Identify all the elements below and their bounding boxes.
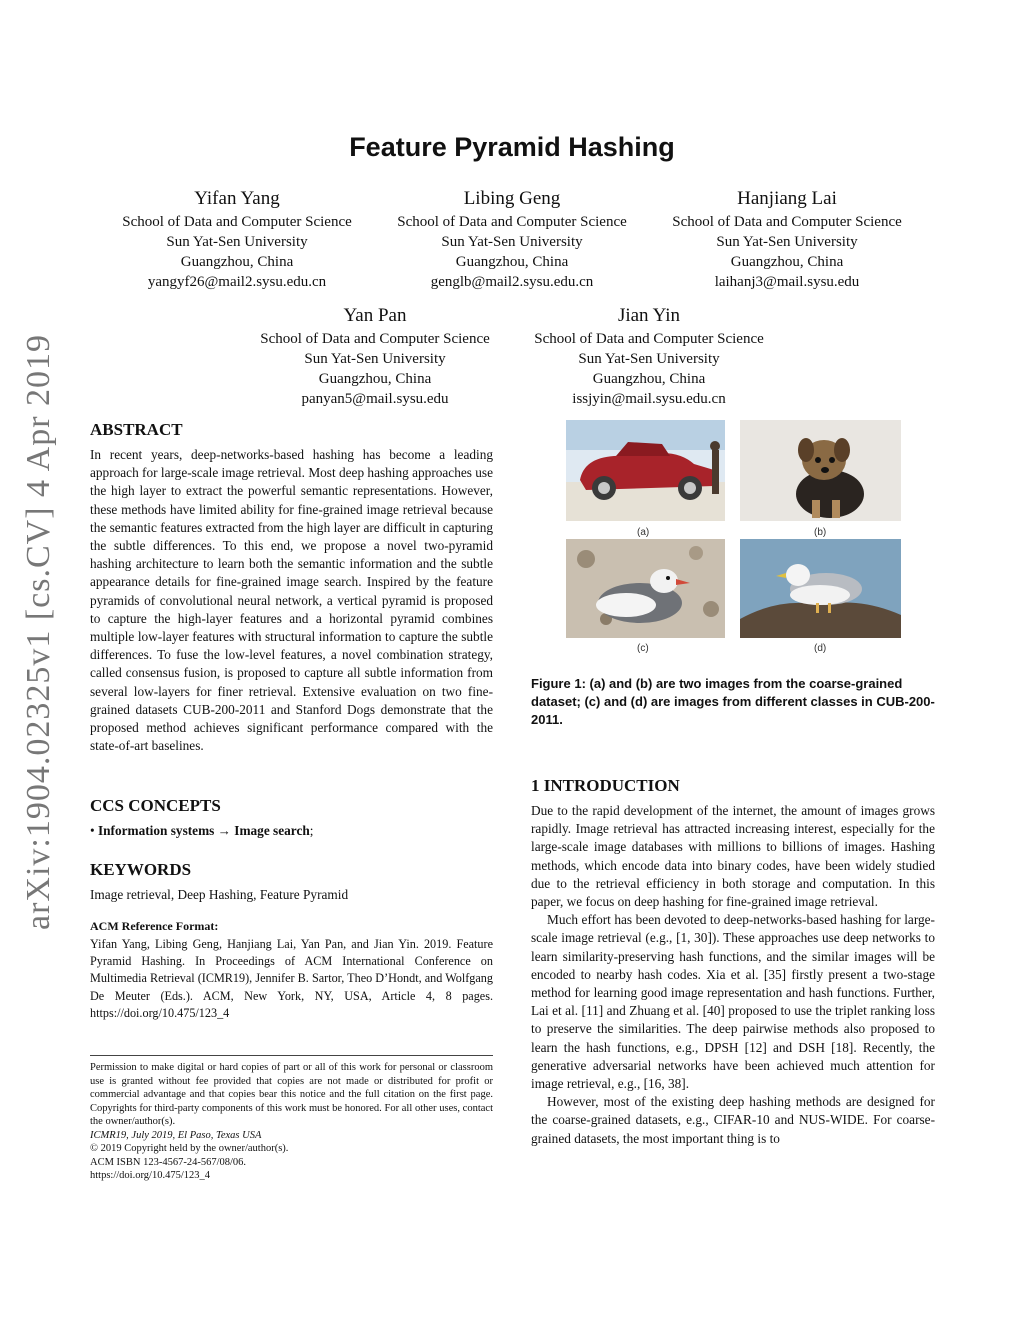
isbn-line: ACM ISBN 123-4567-24-567/08/06. (90, 1156, 247, 1168)
intro-paragraph-3: However, most of the existing deep hashing methods are designed for the coarse-grained datasets, e.g., CIFAR-10 and NUS-WIDE. For coarse-grained datasets, the most important thing is to (531, 1094, 935, 1146)
author-block (240, 303, 510, 409)
author-univ: Sun Yat-Sen University (166, 234, 308, 250)
ccs-section (90, 796, 493, 840)
figure-caption (531, 675, 935, 729)
footnote-section (90, 1055, 493, 1183)
author-name: Libing Geng (463, 188, 561, 209)
ccs-subconcept: Image search (234, 823, 310, 838)
permission-notice: Permission to make digital or hard copies of part or all of this work for personal or classroom use is granted without fee provided that copies are not made or distributed for profit or commercial advantage and that copies bear this notice and the full citation on the first page. Copyrights for third-party components of this work must be honored. For all other uses, contact the owner/author(s). (90, 1062, 493, 1127)
author-dept: School of Data and Computer Science (260, 331, 490, 347)
author-email[interactable]: issjyin@mail.sysu.edu.cn (572, 391, 726, 407)
figure-label-c: (c) (637, 643, 649, 654)
author-name: Yifan Yang (194, 188, 280, 209)
author-email[interactable]: yangyf26@mail2.sysu.edu.cn (147, 274, 327, 290)
abstract-section (90, 420, 493, 755)
figure-image-car (566, 420, 725, 521)
abstract-heading: ABSTRACT (90, 420, 183, 439)
intro-paragraph-1: Due to the rapid development of the internet, the amount of images grows rapidly. Image retrieval has attracted increasing interest, especially for the large-scale image databases with millions to billions of images. Hashing methods, which encode data into binary codes, have been widely studied due to the retrieval efficiency in both storage and computation. In this paper, we focus on deep hashing for fine-grained image retrieval. (531, 803, 935, 910)
introduction-section (531, 776, 935, 1148)
author-univ: Sun Yat-Sen University (716, 234, 858, 250)
doi-link[interactable]: https://doi.org/10.475/123_4 (90, 1170, 210, 1181)
author-city: Guangzhou, China (318, 371, 432, 387)
figure-image-dog (740, 420, 901, 521)
paper-title: Feature Pyramid Hashing (349, 132, 675, 162)
keywords-heading: KEYWORDS (90, 860, 192, 879)
author-name: Yan Pan (343, 305, 407, 326)
intro-paragraph-2: Much effort has been devoted to deep-networks-based hashing for large-scale image retrieval (e.g., [1, 30]). These approaches use deep networks to learn similarity-preserving hash functions, and the similar images will be encoded to nearby hash codes. Xia et al. [35] firstly present a two-stage method for learning good image representation and hash functions. Further, Lai et al. [11] and Zhuang et al. [40] proposed to use the triplet ranking loss to preserve the similarities. The deep pairwise methods also proposed to learn the hash functions, e.g., DPSH [12] and DSH [18]. Recently, the generative adversarial networks have been achieved much attention for image retrieval, e.g., [16, 38]. (531, 912, 935, 1092)
acm-reference-text[interactable]: Yifan Yang, Libing Geng, Hanjiang Lai, Yan Pan, and Jian Yin. 2019. Feature Pyramid Hashing. In Proceedings of ACM International Conference on Multimedia Retrieval (ICMR19), Jennifer B. Sartor, Theo D’Hondt, and Wolfgang De Meuter (Eds.). ACM, New York, NY, USA, Article 4, 8 pages. https://doi.org/10.475/123_4 (90, 937, 493, 1020)
figure-caption-text: Figure 1: (a) and (b) are two images from the coarse-grained dataset; (c) and (d) are images from different classes in CUB-200-2011. (531, 676, 935, 727)
abstract-text: In recent years, deep-networks-based hashing has become a leading approach for large-scale image retrieval. Most deep hashing approaches use the high layer to extract the powerful semantic representations. However, these methods have limited ability for fine-grained image retrieval because the semantic features extracted from the high layer are difficult in capturing the subtle differences. To this end, we propose a novel two-pyramid hashing architecture to learn both the semantic information and the subtle appearance details for fine-grained image search. Inspired by the feature pyramids of convolutional neural network, a vertical pyramid is proposed to capture the high-layer features and a horizontal pyramid combines multiple low-layer features with structural information to capture the subtle differences. To fuse the low-level features, a novel combination strategy, called consensus fusion, is proposed to capture all subtle information from several low-layers for finer retrieval. Extensive evaluation on two fine-grained datasets CUB-200-2011 and Stanford Dogs demonstrate that the proposed method achieves significant performance compared with the state-of-art baselines. (90, 447, 493, 754)
author-block (102, 186, 372, 292)
author-univ: Sun Yat-Sen University (578, 351, 720, 367)
author-city: Guangzhou, China (180, 254, 294, 270)
acm-reference-section (90, 918, 493, 1022)
author-univ: Sun Yat-Sen University (304, 351, 446, 367)
author-name: Hanjiang Lai (737, 188, 837, 209)
introduction-heading: 1 INTRODUCTION (531, 776, 680, 795)
figure-image-gull-rock (740, 539, 901, 638)
author-name: Jian Yin (617, 305, 681, 326)
author-block (514, 303, 784, 409)
author-city: Guangzhou, China (730, 254, 844, 270)
author-dept: School of Data and Computer Science (397, 214, 627, 230)
conference-venue: ICMR19, July 2019, El Paso, Texas USA (90, 1129, 262, 1141)
author-email[interactable]: genglb@mail2.sysu.edu.cn (430, 274, 594, 290)
ccs-heading: CCS CONCEPTS (90, 796, 221, 815)
author-city: Guangzhou, China (455, 254, 569, 270)
ccs-concept: Information systems (97, 823, 215, 838)
author-dept: School of Data and Computer Science (122, 214, 352, 230)
author-univ: Sun Yat-Sen University (441, 234, 583, 250)
author-city: Guangzhou, China (592, 371, 706, 387)
ccs-arrow: → (214, 823, 235, 838)
author-dept: School of Data and Computer Science (534, 331, 764, 347)
figure-label-b: (b) (814, 527, 827, 538)
figure-label-d: (d) (814, 643, 827, 654)
ccs-tail: ; (309, 823, 314, 838)
keywords-section (90, 860, 493, 904)
figure-label-a: (a) (637, 527, 650, 538)
keywords-text: Image retrieval, Deep Hashing, Feature Pyramid (90, 887, 349, 902)
author-email[interactable]: laihanj3@mail.sysu.edu (714, 274, 860, 290)
acm-reference-heading: ACM Reference Format: (90, 919, 219, 933)
author-block (652, 186, 922, 292)
arxiv-identifier: arXiv:1904.02325v1 [cs.CV] 4 Apr 2019 (20, 333, 57, 930)
copyright-line: © 2019 Copyright held by the owner/author(s). (90, 1143, 289, 1154)
figure-image-gull-beach (566, 539, 725, 638)
ccs-bullet: • (90, 823, 98, 838)
footnote-rule (90, 1055, 493, 1056)
ccs-text (90, 822, 493, 840)
author-email[interactable]: panyan5@mail.sysu.edu (301, 391, 449, 407)
author-dept: School of Data and Computer Science (672, 214, 902, 230)
author-block (377, 186, 647, 292)
